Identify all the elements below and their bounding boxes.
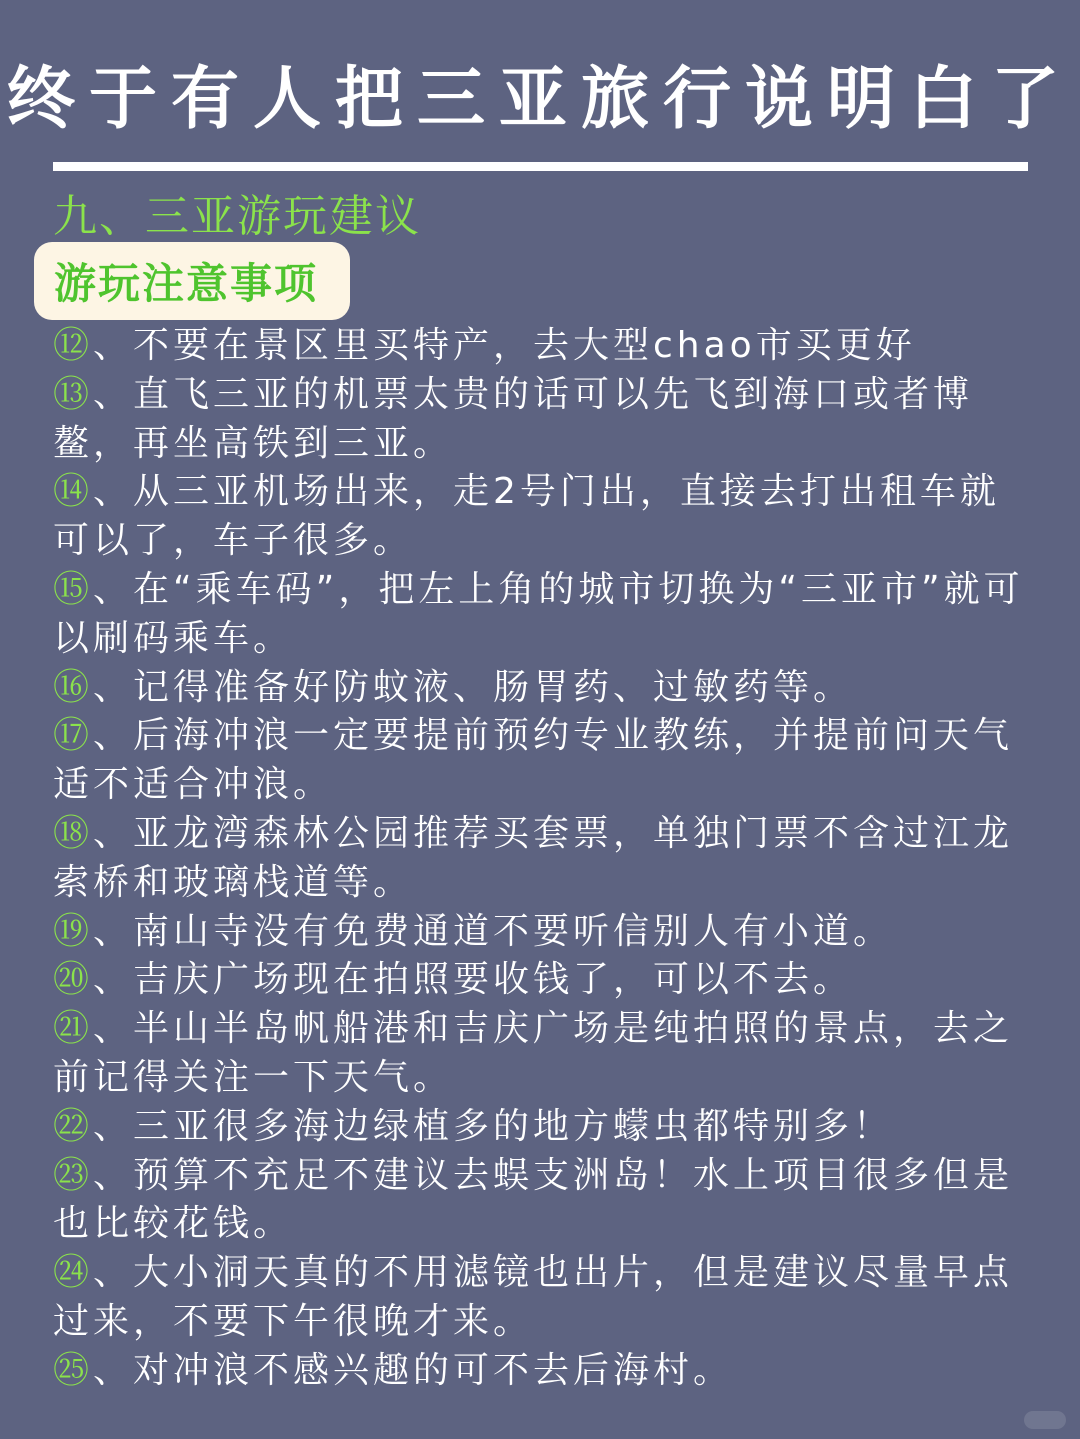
title-divider xyxy=(53,162,1028,171)
page-title: 终于有人把三亚旅行说明白了 xyxy=(6,60,1073,139)
tip-number: ⑲ xyxy=(53,910,94,952)
tip-number: ⑫ xyxy=(53,325,94,366)
tip-text: 、吉庆广场现在拍照要收钱了，可以不去。 xyxy=(93,959,854,1001)
tip-text: 、大小洞天真的不用滤镜也出片，但是建议尽量早点过来，不要下午很晚才来。 xyxy=(53,1252,1014,1342)
tip-text: 、亚龙湾森林公园推荐买套票，单独门票不含过江龙索桥和玻璃栈道等。 xyxy=(53,812,1014,903)
tip-item xyxy=(53,1103,1028,1152)
tip-text: 、三亚很多海边绿植多的地方蠓虫都特别多！ xyxy=(93,1105,894,1147)
tip-number: ⑱ xyxy=(53,812,94,854)
tip-number: ㉔ xyxy=(53,1252,94,1294)
tip-item xyxy=(53,908,1028,957)
tip-number: ⑯ xyxy=(53,666,94,708)
section-heading: 九、三亚游玩建议 xyxy=(53,191,421,242)
watermark-logo xyxy=(1024,1411,1066,1429)
tip-item xyxy=(53,712,1028,810)
tip-item xyxy=(53,468,1028,566)
tip-item xyxy=(53,1347,1028,1396)
tip-number: ⑬ xyxy=(53,373,94,415)
tips-list xyxy=(53,322,1028,1396)
tip-item xyxy=(53,322,1028,371)
tip-number: ⑳ xyxy=(53,959,94,1001)
topic-tag xyxy=(34,242,350,320)
tip-item xyxy=(53,956,1028,1005)
tip-item xyxy=(53,664,1028,713)
tip-number: ⑰ xyxy=(53,715,94,757)
tip-item xyxy=(53,1152,1028,1250)
tip-text: 、在“乘车码”，把左上角的城市切换为“三亚市”就可以刷码乘车。 xyxy=(53,568,1024,659)
tip-text: 、记得准备好防蚊液、肠胃药、过敏药等。 xyxy=(93,666,854,708)
tip-number: ⑮ xyxy=(53,568,94,610)
tip-item xyxy=(53,566,1028,664)
tip-number: ㉒ xyxy=(53,1105,94,1147)
tip-item xyxy=(53,810,1028,908)
tip-item xyxy=(53,371,1028,469)
tip-text: 、直飞三亚的机票太贵的话可以先飞到海口或者博鳌，再坐高铁到三亚。 xyxy=(53,373,974,464)
topic-tag-label: 游玩注意事项 xyxy=(54,259,319,308)
tip-item xyxy=(53,1005,1028,1103)
tip-number: ⑭ xyxy=(53,471,94,513)
tip-text: 、不要在景区里买特产，去大型chao市买更好 xyxy=(93,325,916,366)
tip-text: 、对冲浪不感兴趣的可不去后海村。 xyxy=(93,1349,734,1391)
tip-text: 、预算不充足不建议去蜈支洲岛！水上项目很多但是也比较花钱。 xyxy=(53,1154,1014,1245)
tip-text: 、后海冲浪一定要提前预约专业教练，并提前问天气适不适合冲浪。 xyxy=(53,715,1014,806)
tip-text: 、半山半岛帆船港和吉庆广场是纯拍照的景点，去之前记得关注一下天气。 xyxy=(53,1008,1014,1098)
tip-item xyxy=(53,1249,1028,1347)
tip-text: 、从三亚机场出来，走2号门出，直接去打出租车就可以了，车子很多。 xyxy=(53,471,1000,562)
tip-number: ㉑ xyxy=(53,1008,94,1050)
tip-text: 、南山寺没有免费通道不要听信别人有小道。 xyxy=(93,910,894,952)
tip-number: ㉓ xyxy=(53,1154,94,1196)
tip-number: ㉕ xyxy=(53,1349,94,1391)
